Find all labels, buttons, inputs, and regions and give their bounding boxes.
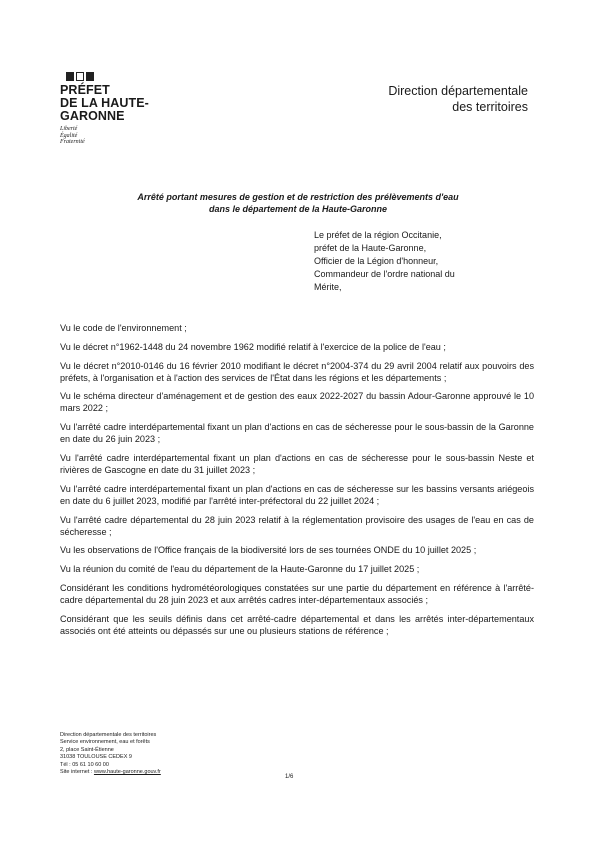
issuing-directorate xyxy=(388,83,528,115)
prefect-line: Le préfet de la région Occitanie, xyxy=(314,230,442,240)
footer-line: 31038 TOULOUSE CEDEX 9 xyxy=(60,754,132,761)
logo-line: GARONNE xyxy=(60,109,125,123)
motto-line: Fraternité xyxy=(60,139,85,145)
footer-line: Direction départementale des territoires xyxy=(60,732,157,738)
decree-title xyxy=(0,191,596,215)
motto-line: Liberté xyxy=(60,126,78,132)
recital-paragraph: Vu les observations de l'Office français de la biodiversité lors de ses tournées ONDE du 10 juillet 2025 ; xyxy=(60,545,477,556)
footer-line: 2, place Saint-Étienne xyxy=(60,746,114,753)
recital-paragraph: Vu la réunion du comité de l'eau du département de la Haute-Garonne du 17 juillet 2025 ; xyxy=(60,564,420,575)
prefecture-logo xyxy=(60,72,149,146)
motto-line: Égalité xyxy=(60,132,78,139)
logo-text xyxy=(60,84,149,123)
directorate-line: des territoires xyxy=(452,100,528,114)
website-label: Site internet : xyxy=(60,769,94,776)
prefect-block xyxy=(314,229,455,294)
considering-paragraph: Considérant que les seuils définis dans cet arrêté-cadre départemental et dans les arrêtés inter-départementaux associés ont été atteints ou dépassés sur une ou plusieurs stations de référence ; xyxy=(60,613,534,636)
footer-website xyxy=(60,769,161,776)
logo-line: DE LA HAUTE- xyxy=(60,96,149,110)
title-line: Arrêté portant mesures de gestion et de restriction des prélèvements d'eau xyxy=(137,192,459,202)
prefect-line: Mérite, xyxy=(314,282,342,292)
website-link[interactable]: www.haute-garonne.gouv.fr xyxy=(93,769,161,776)
recital-paragraph: Vu le code de l'environnement ; xyxy=(60,323,187,333)
footer-line: Service environnement, eau et forêts xyxy=(60,739,150,746)
recital-paragraph: Vu l'arrêté cadre départemental du 28 juin 2023 relatif à la réglementation provisoire des usages de l'eau en cas de sécheresse ; xyxy=(60,514,534,537)
prefect-line: préfet de la Haute-Garonne, xyxy=(314,243,427,253)
prefect-line: Commandeur de l'ordre national du xyxy=(314,269,455,279)
marianne-flag-icon xyxy=(66,72,149,81)
recital-paragraph: Vu le schéma directeur d'aménagement et de gestion des eaux 2022-2027 du bassin Adour-Garonne approuvé le 10 mars 2022 ; xyxy=(60,391,534,414)
page-number: 1/6 xyxy=(285,774,294,780)
title-line: dans le département de la Haute-Garonne xyxy=(208,204,388,214)
recital-paragraph: Vu l'arrêté cadre interdépartemental fixant un plan d'actions en cas de sécheresse pour le sous-bassin de la Garonne en date du 26 juin 2023 ; xyxy=(60,422,534,445)
recital-paragraph: Vu le décret n°2010-0146 du 16 février 2010 modifiant le décret n°2004-374 du 29 avril 2004 relatif aux pouvoirs des préfets, à l'organisation et à l'action des services de l'État dans les régions et les départements ; xyxy=(60,360,534,383)
footer-line: Tél : 05 61 10 60 00 xyxy=(60,761,109,768)
considering-paragraph: Considérant les conditions hydrométéorologiques constatées sur une partie du département en référence à l'arrêté-cadre départemental du 28 juin 2023 et aux arrêtés cadres inter-départementaux associés ; xyxy=(60,582,534,605)
republic-motto xyxy=(60,126,149,146)
directorate-line: Direction départementale xyxy=(388,84,528,98)
recital-paragraph: Vu l'arrêté cadre interdépartemental fixant un plan d'actions en cas de sécheresse pour le sous-bassin Neste et rivières de Gascogne en date du 31 juillet 2023 ; xyxy=(60,452,534,475)
footer-address xyxy=(60,732,161,776)
recital-paragraph: Vu le décret n°1962-1448 du 24 novembre 1962 modifié relatif à l'exercice de la police de l'eau ; xyxy=(60,341,446,352)
prefect-line: Officier de la Légion d'honneur, xyxy=(314,256,439,266)
recital-paragraph: Vu l'arrêté cadre interdépartemental fixant un plan d'actions en cas de sécheresse sur les bassins versants ariégeois en date du 6 juillet 2023, modifié par l'arrêté inter-préfectoral du 22 juillet 2024 ; xyxy=(60,483,534,506)
decree-body xyxy=(60,322,534,644)
logo-line: PRÉFET xyxy=(60,83,110,97)
